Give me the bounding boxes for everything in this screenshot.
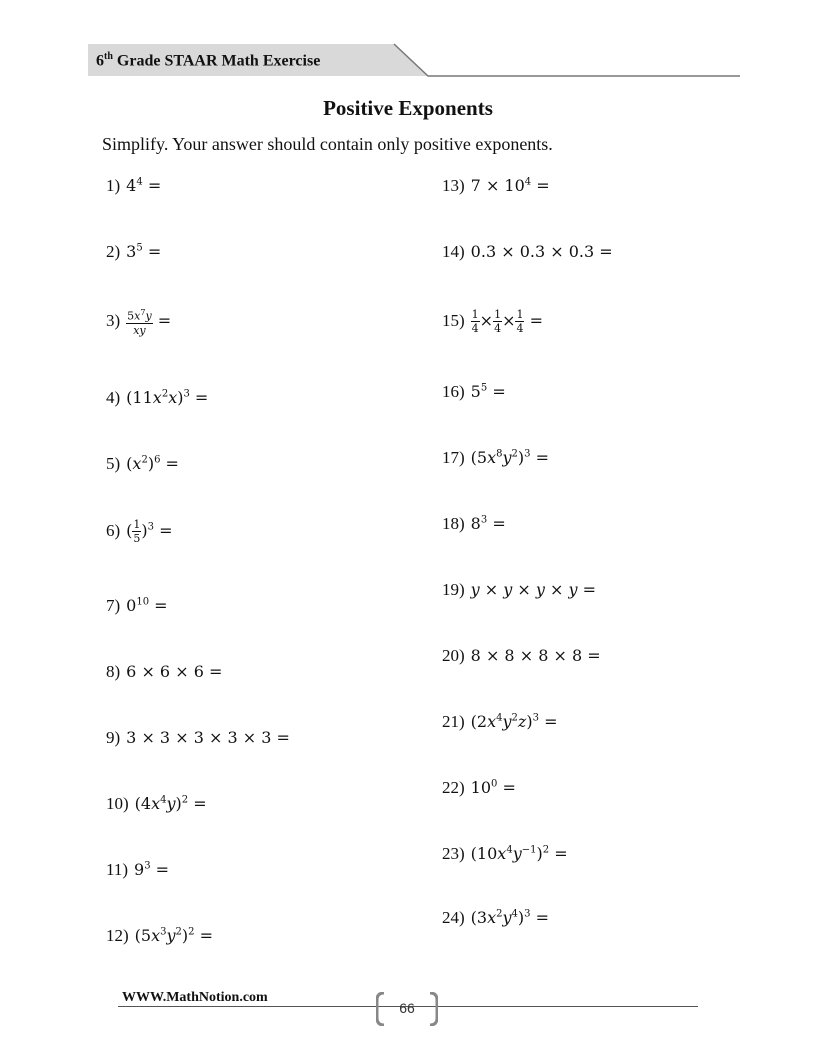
problem-23: 23) $(10x^4y^{-1})^2$ =: [442, 844, 568, 863]
problem-13: 13) $7 \times 10^4$ =: [442, 176, 550, 195]
problem-3: 3) $\frac{5x^7y}{xy}$ =: [106, 308, 172, 337]
instructions: Simplify. Your answer should contain only positive exponents.: [102, 134, 553, 154]
problem-21: 21) $(2x^4y^2z)^3$ =: [442, 712, 558, 731]
problem-20: 20) 8 × 8 × 8 × 8 =: [442, 646, 601, 665]
problem-19: 19) y × y × y × y =: [442, 580, 597, 599]
banner-title: 6th Grade STAAR Math Exercise: [96, 51, 321, 70]
problem-24: 24) $(3x^2y^4)^3$ =: [442, 908, 550, 927]
page-title: Positive Exponents: [323, 96, 493, 120]
problem-6: 6) ( $\frac{1}{5}$ )$^3$ =: [106, 518, 173, 545]
problem-10: 10) $(4x^4y)^2$ =: [106, 794, 207, 813]
problem-18: 18) $8^3$ =: [442, 514, 506, 533]
problem-4: 4) $(11x^2x)^3$ =: [106, 388, 209, 407]
problem-14: 14) 0.3 × 0.3 × 0.3 =: [442, 242, 613, 261]
footer-site-link[interactable]: WWW.MathNotion.com: [122, 990, 268, 1005]
problem-9: 9) 3 × 3 × 3 × 3 × 3 =: [106, 728, 290, 747]
problem-12: 12) $(5x^3y^2)^2$ =: [106, 926, 214, 945]
problem-8: 8) 6 × 6 × 6 =: [106, 662, 223, 681]
problem-7: 7) $0^{10}$ =: [106, 596, 168, 615]
problem-2: 2) $3^5$ =: [106, 242, 162, 261]
problem-17: 17) $(5x^8y^2)^3$ =: [442, 448, 550, 467]
page-number: 66: [399, 1000, 415, 1016]
problem-11: 11) $9^3$ =: [106, 860, 170, 879]
problem-16: 16) $5^5$ =: [442, 382, 506, 401]
page-number-box: [376, 992, 438, 1026]
header-banner: [88, 42, 740, 78]
problem-22: 22) $10^0$ =: [442, 778, 516, 797]
problem-15: 15) $\frac{1}{4}$ × $\frac{1}{4}$ × $\frac{1}{4}$ =: [442, 308, 543, 335]
problem-5: 5) $(x^2)^6$ =: [106, 454, 179, 473]
problem-1: 1) $4^4$ =: [106, 176, 162, 195]
